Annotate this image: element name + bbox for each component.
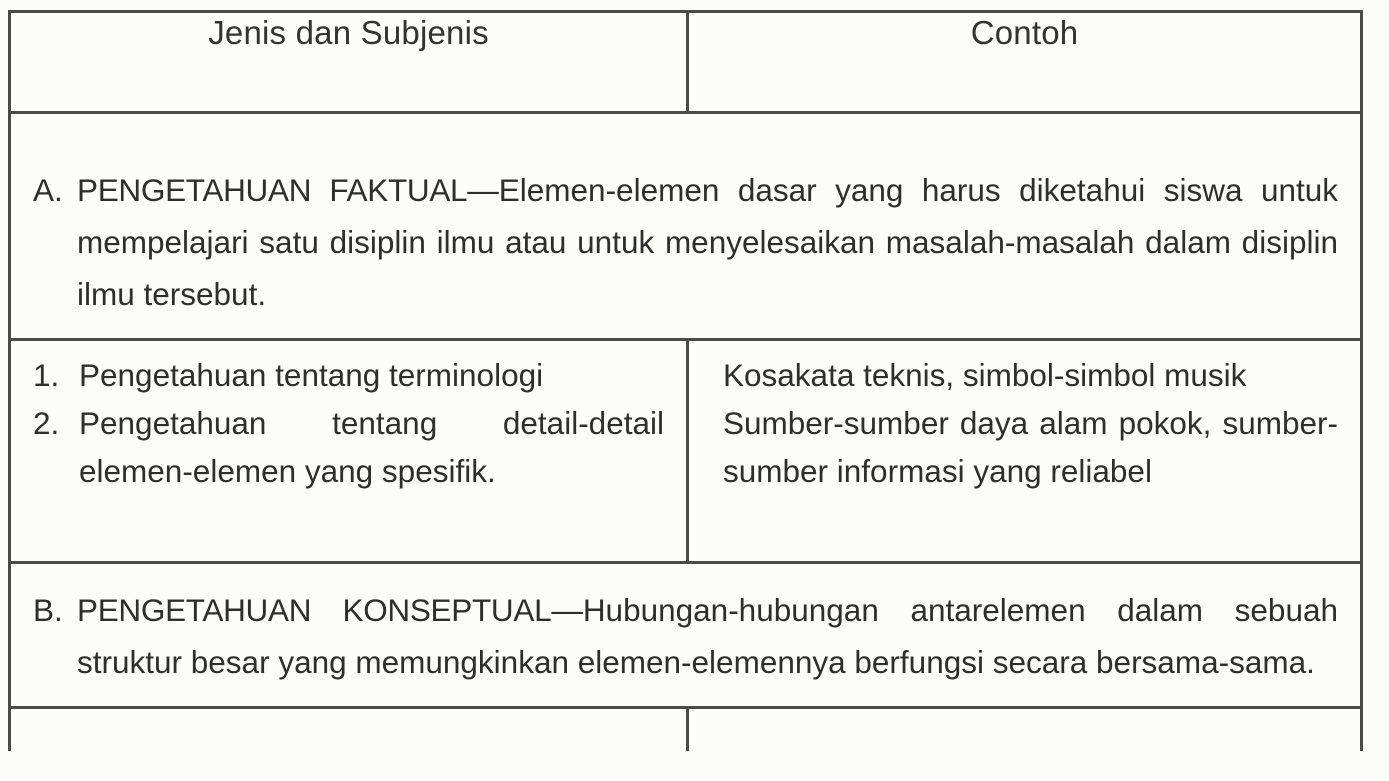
example-text: Sumber-sumber daya alam pokok, sumber-sumber informasi yang reliabel [723,405,1338,489]
subtype-item [33,399,664,495]
section-b-row [10,563,1362,708]
section-a-cell [10,113,1362,340]
section-b-description: —Hubungan-hubungan antarelemen dalam sebuah struktur besar yang memungkinkan elemen-elemennya berfungsi secara bersama-sama. [77,592,1338,680]
section-b-name: PENGETAHUAN KONSEPTUAL [77,592,552,628]
header-contoh: Contoh [688,12,1362,113]
section-a-subtypes-row [10,340,1362,563]
subtype-number: 1. [33,357,60,393]
subtype-item [33,351,664,399]
example-text: Kosakata teknis, simbol-simbol musik [723,357,1247,393]
cut-off-cell-left [10,708,688,752]
section-a-row [10,113,1362,340]
section-a-text [77,164,1338,320]
section-a-subtypes-cell [10,340,688,563]
header-row [10,12,1362,113]
section-a-line [33,164,1338,320]
section-a-letter: A. [33,172,63,208]
cut-off-row [10,708,1362,752]
section-b-line [33,584,1338,688]
subtype-text: Pengetahuan tentang terminologi [79,357,544,393]
section-a-examples-cell [688,340,1362,563]
knowledge-types-table [8,10,1363,751]
subtype-number: 2. [33,405,60,441]
cut-off-cell-right [688,708,1362,752]
section-b-text [77,584,1338,688]
header-jenis-dan-subjenis: Jenis dan Subjenis [10,12,688,113]
section-a-name: PENGETAHUAN FAKTUAL [77,172,468,208]
section-a-description: —Elemen-elemen dasar yang harus diketahui siswa untuk mempelajari satu disiplin ilmu atau untuk menyelesaikan masalah-masalah dalam disiplin ilmu tersebut. [77,172,1338,312]
section-b-letter: B. [33,592,63,628]
section-b-cell [10,563,1362,708]
subtype-text: Pengetahuan tentang detail-detail elemen-elemen yang spesifik. [79,405,664,489]
